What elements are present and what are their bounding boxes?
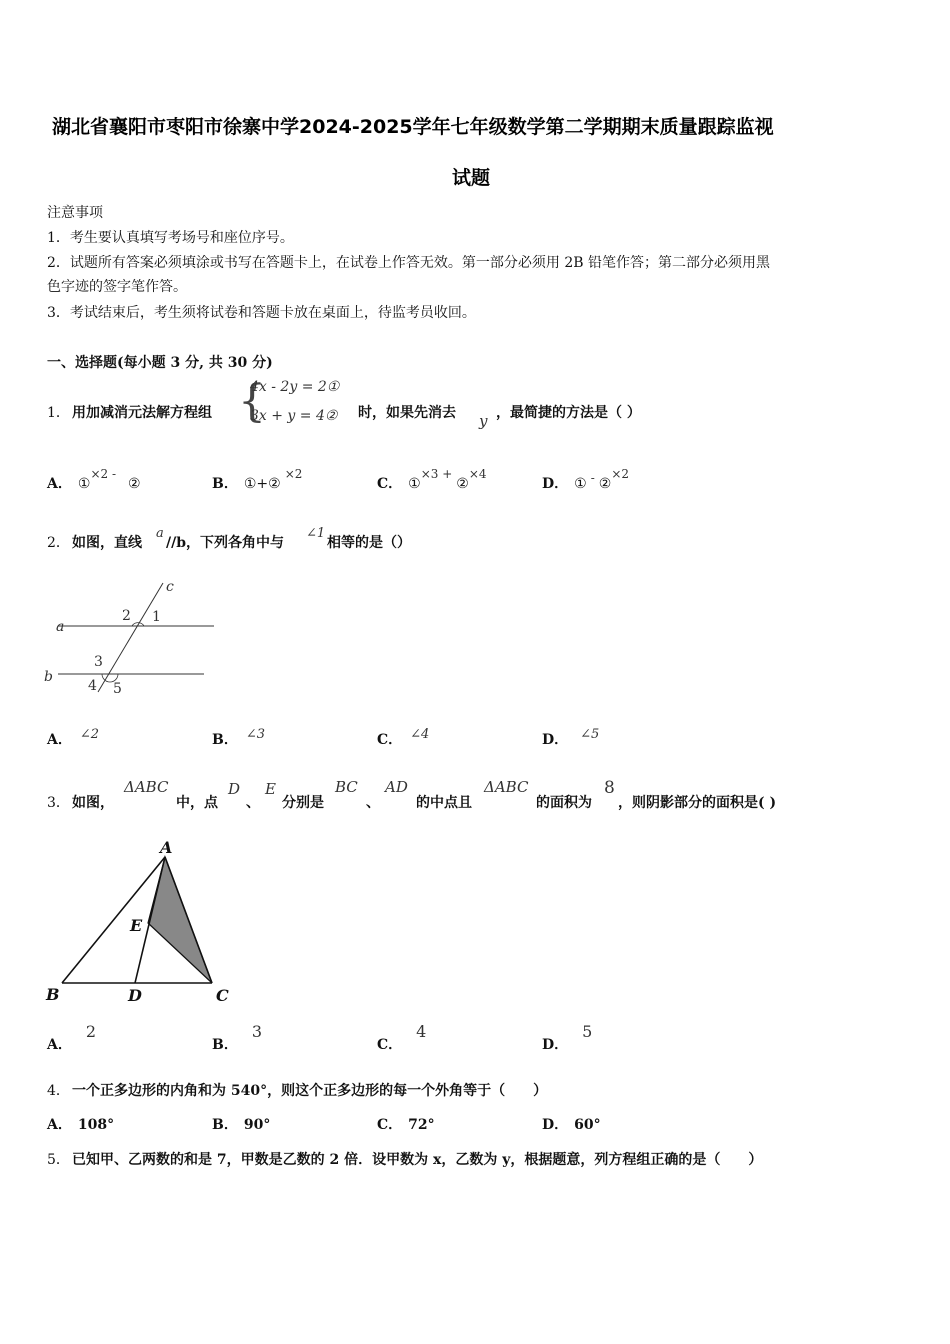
math-angle: ∠1 [306, 526, 326, 541]
option-label: A． [47, 476, 72, 492]
option-part: ② [456, 476, 469, 492]
label-b: b [44, 669, 53, 685]
option-value: 2 [85, 1022, 97, 1041]
question-text: 、 [366, 795, 380, 811]
option-label: A． [47, 1117, 72, 1133]
option-value: 3 [251, 1022, 263, 1041]
option-d[interactable] [542, 1022, 593, 1054]
question-text: 的面积为 [536, 795, 592, 811]
option-value: 108° [77, 1117, 115, 1133]
option-label: C． [377, 476, 403, 492]
option-part: ① [77, 476, 91, 492]
math-variable: a [156, 526, 164, 541]
option-a[interactable] [47, 1114, 114, 1134]
option-a[interactable] [47, 1022, 97, 1054]
option-label: B． [212, 732, 238, 748]
question-text: 用加减消元法解方程组 [72, 405, 212, 421]
question-number: 4． [47, 1083, 70, 1099]
equation-brace: { [238, 376, 266, 427]
option-c[interactable] [377, 729, 429, 749]
line-c [98, 583, 163, 692]
label-a: a [56, 619, 65, 635]
angle-label-5: 5 [113, 681, 122, 697]
option-c[interactable] [377, 467, 487, 493]
math-point-e: E [265, 780, 276, 798]
vertex-a: A [160, 838, 173, 857]
vertex-c: C [216, 986, 229, 1005]
angle-label-3: 3 [94, 654, 103, 670]
option-label: A． [47, 1037, 72, 1053]
option-a[interactable] [47, 729, 99, 749]
question-text: //b，下列各角中与 [166, 535, 285, 551]
notice-item: 2．试题所有答案必须填涂或书写在答题卡上，在试卷上作答无效。第一部分必须用 2B 铅笔作答；第二部分必须用黑 [47, 255, 770, 271]
vertex-b: B [46, 985, 60, 1004]
option-part: ② [598, 476, 612, 492]
math-area: 8 [604, 778, 615, 798]
equation-2: 3x + y = 4② [250, 408, 338, 424]
option-label: D． [542, 476, 569, 492]
option-part: ×4 [468, 467, 487, 481]
question-text: 一个正多边形的内角和为 540°，则这个正多边形的每一个外角等于（ ） [72, 1083, 548, 1099]
page-title: 湖北省襄阳市枣阳市徐寨中学2024-2025学年七年级数学第二学期期末质量跟踪监视 [52, 116, 774, 138]
option-b[interactable] [212, 1114, 270, 1134]
option-a[interactable] [47, 467, 141, 493]
question-number: 2． [47, 535, 70, 551]
option-label: C． [377, 1117, 403, 1133]
math-variable: y [479, 412, 488, 430]
question-text: ，则阴影部分的面积是( ) [618, 795, 777, 811]
point-d: D [128, 986, 142, 1005]
option-label: B． [212, 1037, 238, 1053]
option-c[interactable] [377, 1022, 427, 1054]
math-triangle: ΔABC [484, 778, 529, 796]
option-part: ① [408, 476, 421, 492]
question-number: 5． [47, 1152, 70, 1168]
option-value: ∠2 [79, 727, 100, 742]
option-b[interactable] [212, 467, 303, 493]
question-number: 3． [47, 795, 70, 811]
option-label: C． [377, 1037, 403, 1053]
option-part: ×2 - [90, 467, 116, 481]
page-title-line2: 试题 [452, 167, 491, 189]
triangle-figure [40, 835, 240, 1010]
option-d[interactable] [542, 729, 599, 749]
option-part: ×2 [284, 467, 303, 481]
option-value: 5 [582, 1022, 593, 1041]
question-number: 1． [47, 405, 70, 421]
angle-label-4: 4 [88, 678, 97, 694]
question-text: 中，点 [176, 795, 218, 811]
option-value: 60° [574, 1117, 601, 1133]
option-part: ×2 [611, 467, 630, 481]
option-b[interactable] [212, 1022, 263, 1054]
option-label: B． [212, 1117, 238, 1133]
notice-item: 3．考试结束后，考生须将试卷和答题卡放在桌面上，待监考员收回。 [47, 305, 476, 321]
option-label: C． [377, 732, 403, 748]
option-b[interactable] [212, 729, 265, 749]
question-text: 时，如果先消去 [358, 405, 456, 421]
question-text: 、 [246, 795, 260, 811]
question-text: ，最简捷的方法是（ ） [496, 405, 641, 421]
option-value: ∠3 [245, 727, 266, 742]
question-text: 分别是 [282, 795, 324, 811]
option-label: B． [212, 476, 238, 492]
option-label: D． [542, 732, 569, 748]
equation-1: 4x - 2y = 2① [250, 379, 340, 395]
option-d[interactable] [542, 467, 630, 493]
option-part: ×3 + [420, 467, 453, 481]
option-part: ② [128, 476, 141, 492]
question-text: 已知甲、乙两数的和是 7，甲数是乙数的 2 倍．设甲数为 x，乙数为 y，根据题意，列方程组正确的是（ ） [72, 1152, 763, 1168]
option-part: ① [574, 476, 587, 492]
point-e: E [130, 916, 143, 935]
question-text: 相等的是（） [327, 535, 411, 551]
math-triangle: ΔABC [124, 778, 169, 796]
angle-label-1: 1 [152, 609, 161, 625]
math-segment-ad: AD [385, 778, 408, 796]
notice-item: 色字迹的签字笔作答。 [47, 279, 187, 295]
section-heading: 一、选择题(每小题 3 分, 共 30 分) [47, 355, 273, 371]
option-label: D． [542, 1117, 569, 1133]
shaded-region [148, 857, 212, 983]
option-value: 72° [408, 1117, 435, 1133]
option-label: D． [542, 1037, 569, 1053]
option-value: 90° [243, 1117, 271, 1133]
angle-label-2: 2 [122, 608, 131, 624]
question-text: 的中点且 [416, 795, 472, 811]
option-value: 4 [416, 1022, 427, 1041]
option-part: ①+② [243, 476, 281, 492]
question-text: 如图，直线 [72, 535, 142, 551]
notice-heading: 注意事项 [47, 205, 103, 221]
option-value: ∠4 [410, 727, 430, 742]
math-point-d: D [228, 780, 241, 798]
option-part: - [590, 471, 595, 485]
option-label: A． [47, 732, 72, 748]
notice-item: 1．考生要认真填写考场号和座位序号。 [47, 230, 294, 246]
question-text: 如图， [72, 795, 114, 811]
option-c[interactable] [377, 1114, 435, 1134]
option-value: ∠5 [580, 727, 600, 742]
label-c: c [166, 579, 174, 595]
option-d[interactable] [542, 1114, 601, 1134]
parallel-lines-figure [40, 575, 220, 700]
math-segment-bc: BC [335, 778, 358, 796]
